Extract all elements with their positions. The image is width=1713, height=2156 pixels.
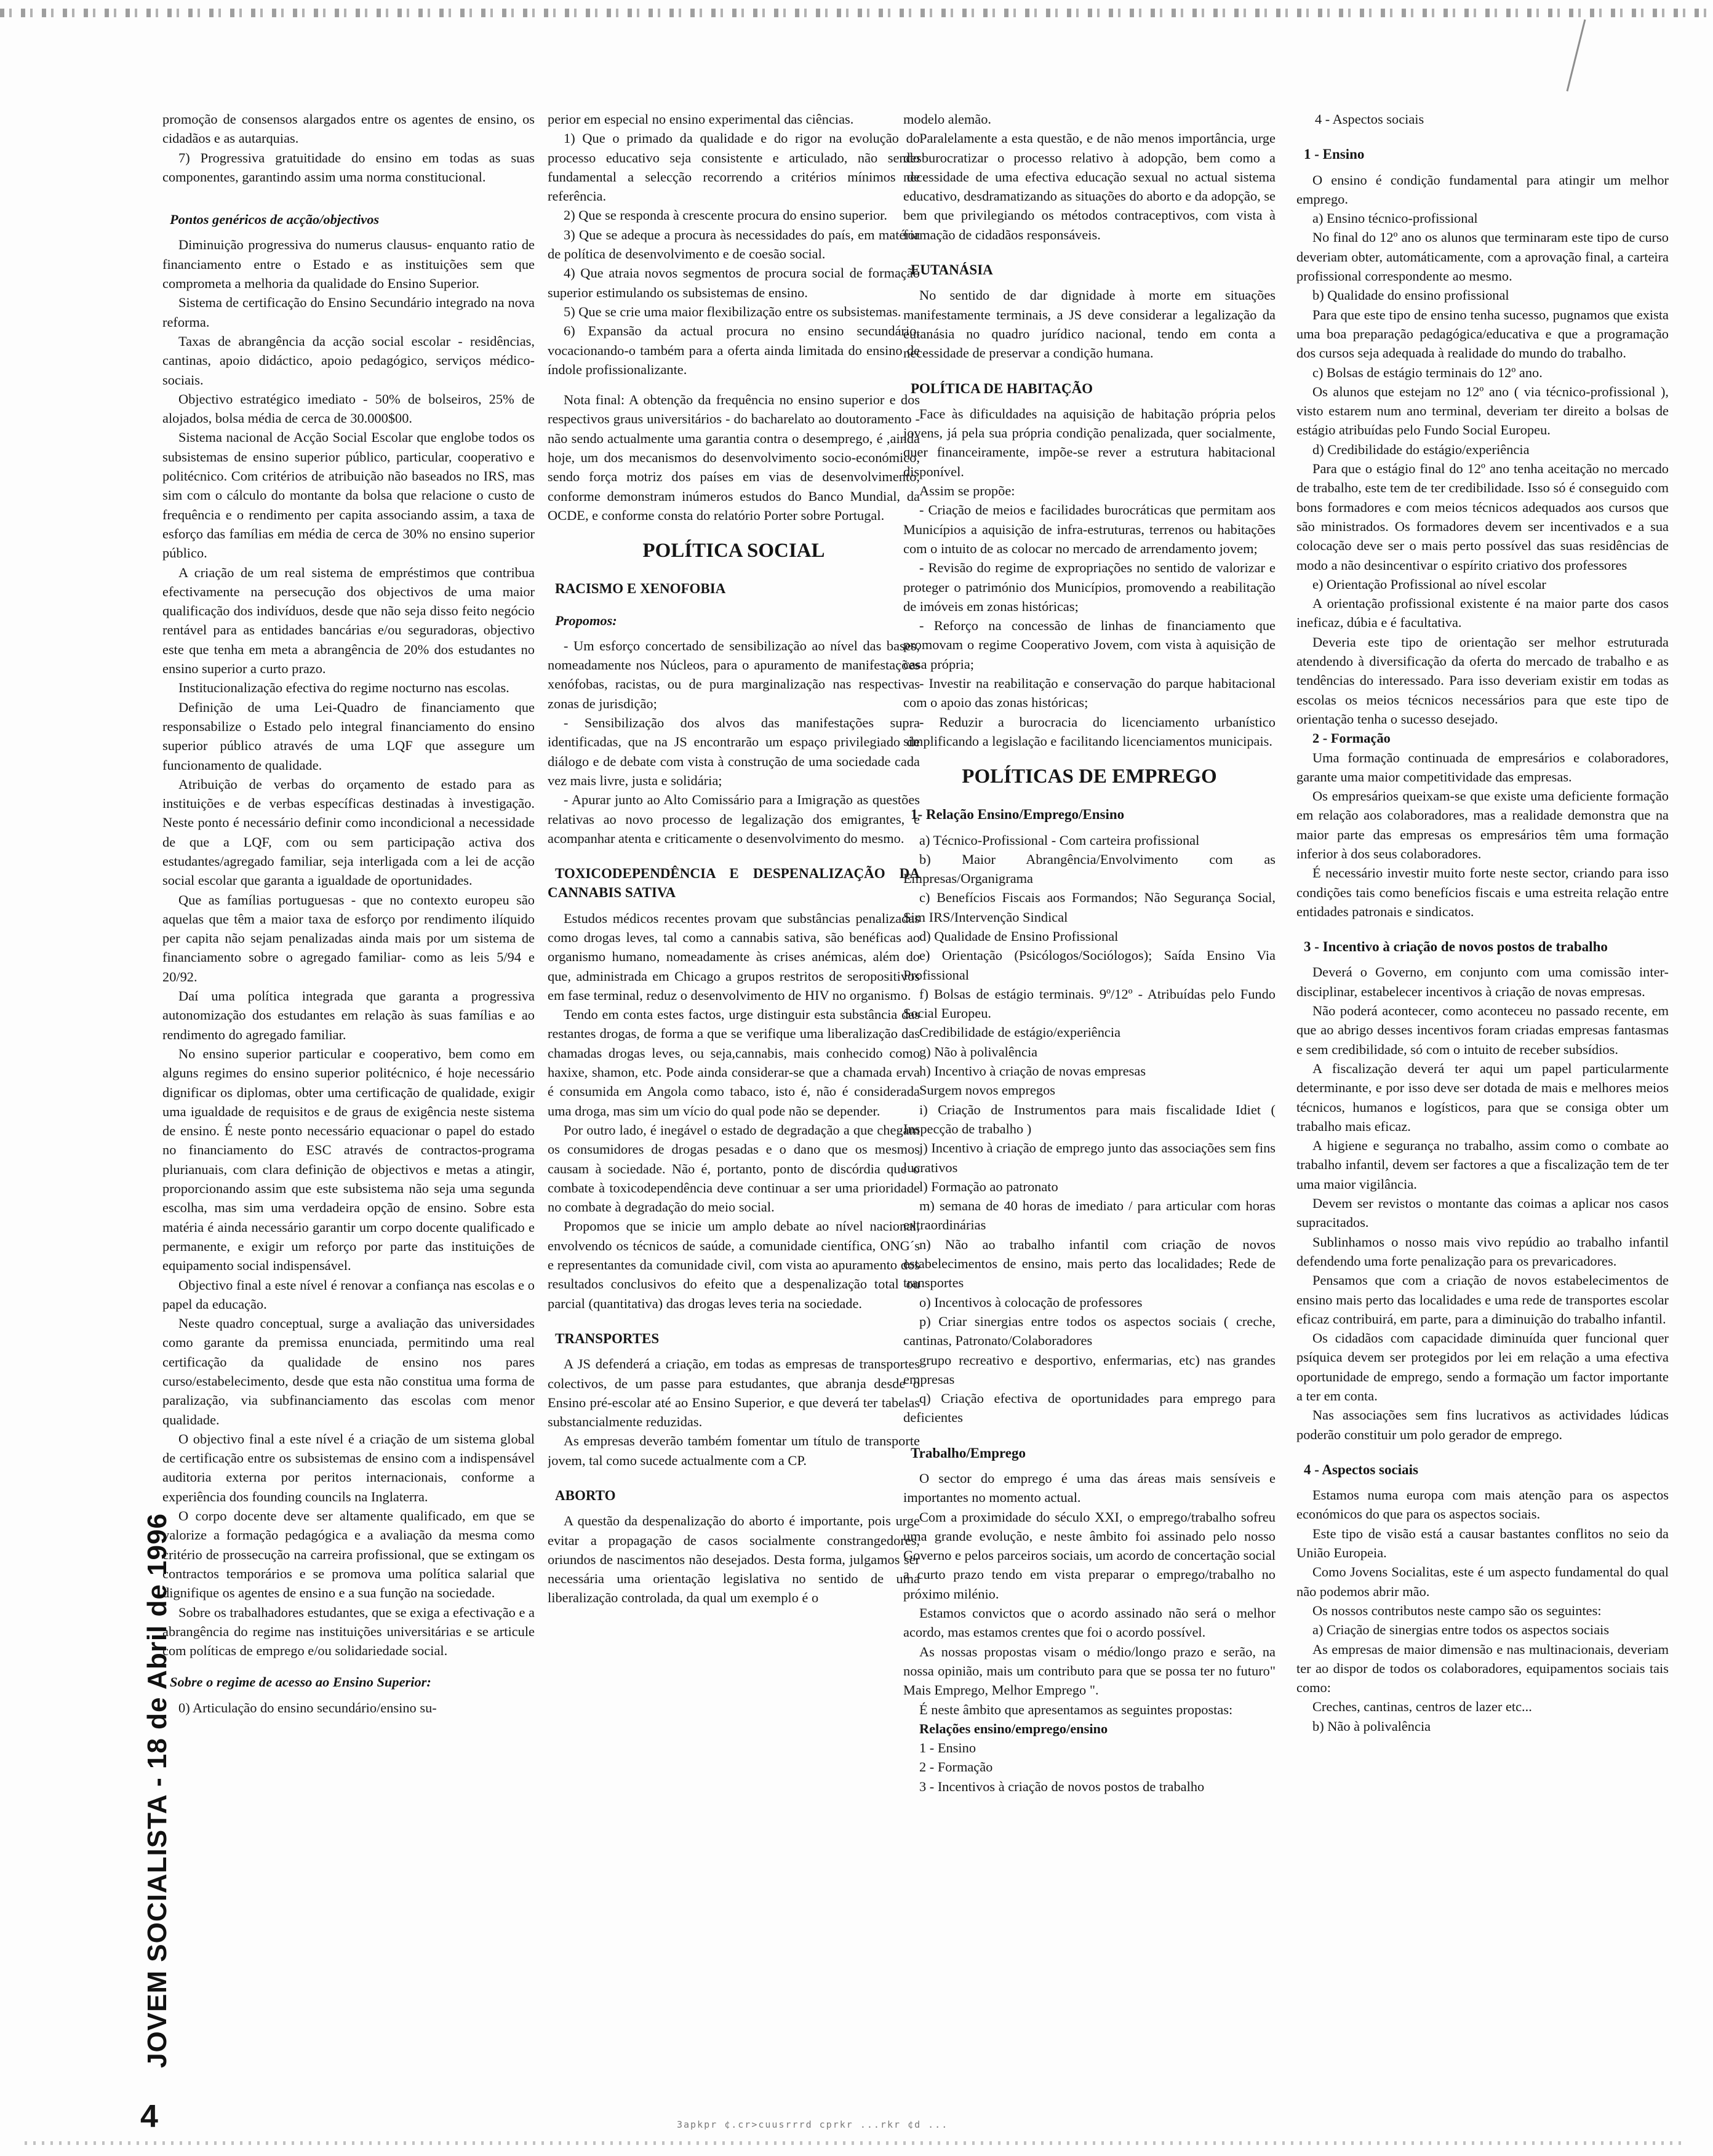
column-3 xyxy=(903,110,1276,2122)
scan-bottom-edge xyxy=(25,2141,1686,2145)
list-item: f) Bolsas de estágio terminais. 9º/12º - Atribuídas pelo Fundo Social Europeu. xyxy=(903,986,1276,1021)
column-4 xyxy=(1296,110,1669,2082)
paragraph: - Sensibilização dos alvos das manifestações supra identificadas, que na JS encontrarão um espaço privilegiado de diálogo e de debate com vista à construção de uma sociedade cada vez mais livre, justa e solidária; xyxy=(548,715,920,788)
section-heading: 2 - Formação xyxy=(1312,730,1391,746)
list-item: 2 - Formação xyxy=(919,1759,993,1775)
paragraph: Os empresários queixam-se que existe uma deficiente formação em relação aos colaboradores, mas a realidade demonstra que na maior parte das empresas os empresários têm uma formação inferior à dos seus colaboradores. xyxy=(1296,788,1669,861)
paragraph: 4) Que atraia novos segmentos de procura social de formação superior estimulando os subsistemas de ensino. xyxy=(548,265,920,300)
section-title: POLÍTICAS DE EMPREGO xyxy=(962,765,1217,788)
section-heading: POLÍTICA DE HABITAÇÃO xyxy=(911,380,1093,396)
paragraph: O ensino é condição fundamental para atingir um melhor emprego. xyxy=(1296,172,1669,207)
paragraph: - Investir na reabilitação e conservação do parque habitacional com o apoio das zonas históricas; xyxy=(903,676,1276,711)
paragraph: Sistema de certificação do Ensino Secundário integrado na nova reforma. xyxy=(162,295,535,330)
paragraph: b) Não à polivalência xyxy=(1312,1718,1431,1734)
paragraph: Os alunos que estejam no 12º ano ( via técnico-profissional ), visto estarem num ano terminal, deveriam ter direito a bolsas de estágio atribuídas pelo Fundo Social Europeu. xyxy=(1296,383,1669,438)
paragraph: Propomos que se inicie um amplo debate ao nível nacional, envolvendo os técnicos de saúde, a comunidade científica, ONG´s e representantes da comunidade civil, com vista ao apuramento dos resultados conclusivos do efeito que a despenalização total ou parcial (quantitativa) das drogas leves teria na sociedade. xyxy=(548,1218,920,1311)
paragraph: 5) Que se crie uma maior flexibilização entre os subsistemas. xyxy=(564,303,901,319)
spacer xyxy=(548,379,920,390)
paragraph: A higiene e segurança no trabalho, assim como o combate ao trabalho infantil, devem ser factores a que a fiscalização tem de ter uma maior vigilância. xyxy=(1296,1138,1669,1192)
list-item: 1 - Ensino xyxy=(919,1740,976,1756)
section-heading: 4 - Aspectos sociais xyxy=(1315,111,1424,127)
paragraph: Institucionalização efectiva do regime nocturno nas escolas. xyxy=(178,680,509,696)
paragraph: Paralelamente a esta questão, e de não menos importância, urge desburocratizar o processo relativo à adopção, bem como a necessidade de uma efectiva educação sexual no actual sistema educativo, desdramatizando as situações do aborto e da adopção, se bem que privilegiando os métodos contraceptivos, com vista à formação de cidadãos responsáveis. xyxy=(903,130,1276,242)
paragraph: A questão da despenalização do aborto é importante, pois urge evitar a propagação de casos socialmente constrangedores, oriundos de nascimentos não desejados. Desta forma, julgamos ser necessária uma orientação legislativa no sentido de uma liberalização controlada, da qual um exemplo é o xyxy=(548,1513,920,1606)
paragraph: - Reduzir a burocracia do licenciamento urbanístico simplificando a legislação e facilitando licenciamentos municipais. xyxy=(903,714,1276,749)
list-item: Surgem novos empregos xyxy=(919,1082,1055,1098)
paragraph: É necessário investir muito forte neste sector, criando para isso condições tais como benefícios fiscais e uma estreita relação entre entidades patronais e sindicatos. xyxy=(1296,865,1669,919)
paragraph: Neste quadro conceptual, surge a avaliação das universidades como garante da premissa enunciada, permitindo uma real certificação da qualidade de ensino nos pares curso/estabelecimento, desde que esta não constitua uma forma de paralização, via subfinanciamento das escolas com menor qualidade. xyxy=(162,1316,535,1427)
list-item: l) Formação ao patronato xyxy=(919,1178,1058,1194)
list-item: i) Criação de Instrumentos para mais fiscalidade Idiet ( Inspecção de trabalho ) xyxy=(903,1101,1276,1136)
paragraph: Assim se propõe: xyxy=(919,483,1015,499)
list-item: p) Criar sinergias entre todos os aspectos sociais ( creche, cantinas, Patronato/Colaboradores xyxy=(903,1313,1276,1349)
column-2 xyxy=(548,110,920,2094)
paragraph: Sublinhamos o nosso mais vivo repúdio ao trabalho infantil defendendo uma forte penalização para os prevaricadores. xyxy=(1296,1234,1669,1269)
section-heading: 3 - Incentivo à criação de novos postos de trabalho xyxy=(1304,939,1608,955)
paragraph: Sobre os trabalhadores estudantes, que se exiga a efectivação e a abrangência do regime nas instituições universitárias e se articule com políticas de emprego e/ou solidariedade social. xyxy=(162,1604,535,1659)
section-heading: TRANSPORTES xyxy=(555,1330,660,1346)
paragraph: Estudos médicos recentes provam que substâncias penalizadas como drogas leves, tal como a cannabis sativa, são benéficas ao organismo humano, nomeadamente às crises anémicas, além do que, administrada em Chicago a grupos restritos de seropositivos em fase terminal, reduz o desenvolvimento de HIV no organismo. xyxy=(548,910,920,1003)
paragraph: d) Credibilidade do estágio/experiência xyxy=(1312,441,1530,457)
paragraph: 7) Progressiva gratuitidade do ensino em todas as suas componentes, garantindo assim uma norma constitucional. xyxy=(162,150,535,185)
section-title: POLÍTICA SOCIAL xyxy=(642,540,825,562)
list-item: q) Criação efectiva de oportunidades para emprego para deficientes xyxy=(903,1391,1276,1426)
paragraph: perior em especial no ensino experimental das ciências. xyxy=(548,111,854,127)
paragraph: Diminuição progressiva do numerus clausus- enquanto ratio de financiamento entre o Estado e as instituições sem que comprometa a melhoria da qualidade do Ensino Superior. xyxy=(162,237,535,292)
list-item: n) Não ao trabalho infantil com criação de novos estabelecimentos de ensino, mais perto das localidades; Rede de transportes xyxy=(903,1236,1276,1291)
paragraph: Por outro lado, é inegável o estado de degradação a que chegam os consumidores de drogas pesadas e o dano que os mesmos causam à sociedade. Não é, portanto, ponto de discórdia que o combate à toxicodependência deve continuar a ser uma prioridade no combate à degradação do meio social. xyxy=(548,1122,920,1215)
section-heading: RACISMO E XENOFOBIA xyxy=(555,581,726,597)
section-heading: 4 - Aspectos sociais xyxy=(1304,1461,1418,1477)
paragraph: c) Bolsas de estágio terminais do 12º ano. xyxy=(1312,364,1543,380)
list-item: b) Maior Abrangência/Envolvimento com as Empresas/Organigrama xyxy=(903,851,1276,887)
paragraph: 1) Que o primado da qualidade e do rigor na evolução do processo educativo seja consistente e articulado, não sendo fundamental a selecção recorrendo a critérios mínimos de referência. xyxy=(548,130,920,204)
paragraph: Para que o estágio final do 12º ano tenha aceitação no mercado de trabalho, este tem de ter credibilidade. Isso só é conseguido com bons formadores e com meios técnicos adequados aos cursos que são ministrados. Os formadores devem ser incentivados e a sua colocação deve ser o mais perto possível das suas residências de modo a não desincentivar o espírito criativo dos professores xyxy=(1296,461,1669,573)
paragraph: O corpo docente deve ser altamente qualificado, em que se valorize a formação pedagógica e a avaliação da mesma como critério de prossecução na carreira profissional, que se extingam os contractos temporários e se promova uma política salarial que dignifique os agentes de ensino e a sua função na sociedade. xyxy=(162,1508,535,1601)
list-item: c) Benefícios Fiscais aos Formandos; Não Segurança Social, Sim IRS/Intervenção Sindical xyxy=(903,890,1276,925)
paragraph: a) Ensino técnico-profissional xyxy=(1312,210,1478,226)
list-item: h) Incentivo à criação de novas empresas xyxy=(919,1063,1146,1079)
paragraph: Para que este tipo de ensino tenha sucesso, pugnamos que exista uma boa preparação pedagógica/educativa e que a programação dos cursos seja adequada à realidade do mundo do trabalho. xyxy=(1296,306,1669,361)
paragraph: As empresas de maior dimensão e nas multinacionais, deveriam ter ao dispor de todos os colaboradores, equipamentos sociais tais como: xyxy=(1296,1641,1669,1696)
paragraph: 6) Expansão da actual procura no ensino secundário, vocacionando-o também para a oferta ainda limitada do ensino de índole profissionalizante. xyxy=(548,323,920,377)
bleed-through-text: 3apkpr ¢.cr>cuusrrrd cprkr ...rkr ¢d ... xyxy=(677,2119,949,2130)
section-heading: TOXICODEPENDÊNCIA E DESPENALIZAÇÃO DA CANNABIS SATIVA xyxy=(548,866,920,901)
paragraph: 3) Que se adeque a procura às necessidades do país, em matéria de política de desenvolvimento e de coesão social. xyxy=(548,226,920,262)
paragraph: Este tipo de visão está a causar bastantes conflitos no seio da União Europeia. xyxy=(1296,1525,1669,1561)
paragraph: As empresas deverão também fomentar um título de transporte jovem, tal como sucede actualmente com a CP. xyxy=(548,1433,920,1468)
section-heading: 1- Relação Ensino/Emprego/Ensino xyxy=(911,807,1125,823)
paragraph: As nossas propostas visam o médio/longo prazo e serão, na nossa opinião, mais um contributo para que se possa ter no futuro" Mais Emprego, Melhor Emprego ". xyxy=(903,1643,1276,1698)
paragraph: - Revisão do regime de expropriações no sentido de valorizar e proteger o património dos Municípios, promovendo a reabilitação de imóveis em zonas históricas; xyxy=(903,560,1276,614)
section-heading: ABORTO xyxy=(555,1488,616,1503)
vertical-masthead xyxy=(139,1458,176,2123)
paragraph: 0) Articulação do ensino secundário/ensino su- xyxy=(178,1699,437,1715)
paragraph: 2) Que se responda à crescente procura do ensino superior. xyxy=(564,207,887,223)
paragraph: Objectivo estratégico imediato - 50% de bolseiros, 25% de alojados, bolsa média de cerca de 30.000$00. xyxy=(162,391,535,426)
paragraph: O sector do emprego é uma das áreas mais sensíveis e importantes no momento actual. xyxy=(903,1471,1276,1506)
list-item: m) semana de 40 horas de imediato / para articular com horas extraordinárias xyxy=(903,1198,1276,1233)
paragraph: Não poderá acontecer, como aconteceu no passado recente, em que ao abrigo desses incentivos foram criadas empresas fantasmas e sem credibilidade, só com o intuito de receber subsídios. xyxy=(1296,1003,1669,1057)
paragraph: Deveria este tipo de orientação ser melhor estruturada atendendo à diversificação da oferta do mercado de trabalho e as tendências do interessado. Para isso deveriam existir em todas as escolas os meios técnicos necessários para que este tipo de orientação tenha o sucesso desejado. xyxy=(1296,634,1669,727)
paragraph: O objectivo final a este nível é a criação de um sistema global de certificação entre os subsistemas de ensino com a indispensável auditoria externa por peritos internacionais, conforme a experiência dos founding councils na Inglaterra. xyxy=(162,1431,535,1504)
paragraph: No ensino superior particular e cooperativo, bem como em alguns regimes do ensino superior politécnico, é hoje necessário dignificar os diplomas, obter uma certificação de qualidade, exigir uma igualdade de requisitos e de graus de exigência neste sistema de ensino. É neste ponto necessário equacionar o papel do estado no financiamento do ESC através de contractos-programa plurianuais, com clara definição de objectivos e metas a atingir, proporcionando assim que este subsistema não seja uma segunda escolha, mas sim uma verdadeira opção de ensino. Sobre esta matéria é ainda necessário garantir um corpo docente qualificado e permanente, e exigir um reforço por parte das instituições de equipamento social indispensável. xyxy=(162,1045,535,1274)
paragraph: Definição de uma Lei-Quadro de financiamento que responsabilize o Estado pelo integral financiamento do ensino superior público através de uma LQF que assegure um funcionamento de qualidade. xyxy=(162,699,535,773)
paragraph: Com a proximidade do século XXI, o emprego/trabalho sofreu uma grande evolução, e neste âmbito foi assinado pelo nosso Governo e pelos parceiros sociais, um acordo de concertação social a curto prazo tendo em vista preparar o emprego/trabalho no próximo milénio. xyxy=(903,1509,1276,1602)
paragraph: A orientação profissional existente é na maior parte dos casos ineficaz, dúbia e é facultativa. xyxy=(1296,596,1669,631)
paragraph: Face às dificuldades na aquisição de habitação própria pelos jovens, já pela sua própria condição penalizada, quer socialmente, quer financeiramente, impõe-se rever a estrutura habitacional disponível. xyxy=(903,405,1276,479)
paragraph: Como Jovens Socialitas, este é um aspecto fundamental do qual não podemos abrir mão. xyxy=(1296,1564,1669,1599)
paragraph: modelo alemão. xyxy=(903,111,992,127)
paragraph: a) Criação de sinergias entre todos os aspectos sociais xyxy=(1312,1622,1610,1638)
paragraph: Daí uma política integrada que garanta a progressiva autonomização dos estudantes em relação às suas famílias e ao rendimento do agregado familiar. xyxy=(162,988,535,1042)
scan-top-edge xyxy=(0,9,1713,17)
section-heading: EUTANÁSIA xyxy=(911,262,993,278)
paragraph: Taxas de abrangência da acção social escolar - residências, cantinas, apoio didáctico, apoio pedagógico, serviços médico-sociais. xyxy=(162,333,535,388)
list-item: Credibilidade de estágio/experiência xyxy=(919,1024,1121,1040)
paragraph: A fiscalização deverá ter aqui um papel particularmente determinante, e por isso deve ser dotada de mais e melhores meios técnicos, humanos e logísticos, para que se consiga obter um trabalho mais eficaz. xyxy=(1296,1060,1669,1134)
paragraph: Deverá o Governo, em conjunto com uma comissão inter-disciplinar, estabelecer incentivos à criação de novas empresas. xyxy=(1296,964,1669,999)
section-heading: Pontos genéricos de acção/objectivos xyxy=(170,212,380,228)
paragraph: A JS defenderá a criação, em todas as empresas de transportes colectivos, de um passe para estudantes, que abranja desde o Ensino pré-escolar até ao Ensino Superior, e que deverá ter tabelas substancialmente reduzidas. xyxy=(548,1356,920,1430)
paragraph: b) Qualidade do ensino profissional xyxy=(1312,287,1509,303)
list-item: d) Qualidade de Ensino Profissional xyxy=(919,928,1119,944)
list-item: e) Orientação (Psicólogos/Sociólogos); Saída Ensino Via Profissional xyxy=(903,948,1276,983)
section-heading: Propomos: xyxy=(555,612,617,628)
masthead-text: JOVEM SOCIALISTA - 18 de Abril de 1996 xyxy=(142,1513,172,2068)
paragraph: - Reforço na concessão de linhas de financiamento que promovam o regime Cooperativo Jovem, com vista à aquisição de casa própria; xyxy=(903,618,1276,672)
scan-mark xyxy=(1567,19,1586,91)
list-item: o) Incentivos à colocação de professores xyxy=(919,1294,1143,1310)
list-item: g) Não à polivalência xyxy=(919,1044,1038,1060)
paragraph: No sentido de dar dignidade à morte em situações manifestamente terminais, a JS deve considerar a legalização da eutanásia no quadro jurídico nacional, tendo em conta a necessidade de preservar a condição humana. xyxy=(903,287,1276,361)
paragraph: Creches, cantinas, centros de lazer etc... xyxy=(1312,1699,1532,1715)
paragraph: Objectivo final a este nível é renovar a confiança nas escolas e o papel da educação. xyxy=(162,1277,535,1312)
section-heading: 1 - Ensino xyxy=(1304,146,1365,162)
paragraph: A criação de um real sistema de empréstimos que contribua efectivamente na persecução dos objectivos de uma maior qualificação dos indivíduos, desde que não seja disso feito negócio rentável para as entidades bancárias e/ou seguradoras, objectivo este que tenha em meta a abrangência de 20% dos estudantes no ensino superior a curto prazo. xyxy=(162,564,535,677)
list-item: 3 - Incentivos à criação de novos postos de trabalho xyxy=(919,1778,1205,1794)
paragraph: Estamos convictos que o acordo assinado não será o melhor acordo, mas estamos crentes que foi o acordo possível. xyxy=(903,1605,1276,1640)
list-item: j) Incentivo à criação de emprego junto das associações sem fins lucrativos xyxy=(903,1140,1276,1175)
paragraph: No final do 12º ano os alunos que terminaram este tipo de curso deveriam obter, automáticamente, com a aprovação final, a carteira profissional correspondente ao mesmo. xyxy=(1296,230,1669,284)
paragraph: Pensamos que com a criação de novos estabelecimentos de ensino mais perto das localidades e uma rede de transportes escolar eficaz contribuirá, em parte, para a diminuição do trabalho infantil. xyxy=(1296,1272,1669,1327)
section-heading: Sobre o regime de acesso ao Ensino Superior: xyxy=(170,1674,431,1690)
paragraph: Atribuição de verbas do orçamento de estado para as instituições e de verbas específicas destinadas à investigação. Neste ponto é necessário definir como incondicional a necessidade de que a LQF, com ou sem participação activa dos estudantes/agregado familiar, seja interligada com a lei de acção social escolar que garanta a igualdade de oportunidades. xyxy=(162,776,535,888)
paragraph: Devem ser revistos o montante das coimas a aplicar nos casos supracitados. xyxy=(1296,1196,1669,1231)
list-item: grupo recreativo e desportivo, enfermarias, etc) nas grandes empresas xyxy=(903,1352,1276,1387)
paragraph: e) Orientação Profissional ao nível escolar xyxy=(1312,576,1546,592)
list-heading: Relações ensino/emprego/ensino xyxy=(919,1720,1108,1736)
paragraph: Que as famílias portuguesas - que no contexto europeu são aquelas que têm a maior taxa de esforço por rendimento ilíquido per capita não sejam penalizadas ainda mais por um sistema de financiamento sobre o agregado familiar- como as leis 5/94 e 20/92. xyxy=(162,892,535,984)
paragraph: Tendo em conta estes factos, urge distinguir esta substância das restantes drogas, de forma a que se verifique uma liberalização das chamadas drogas leves, ou seja,cannabis, mais conhecido como haxixe, shamon, etc. Pode ainda considerar-se que a chamada erva é consumida em Angola como tabaco, isto é, não é considerada uma droga, mas sim um vício do qual pode não se depender. xyxy=(548,1007,920,1119)
paragraph: Nas associações sem fins lucrativos as actividades lúdicas poderão constituir um polo gerador de emprego. xyxy=(1296,1407,1669,1442)
page-number: 4 xyxy=(140,2099,158,2134)
paragraph: promoção de consensos alargados entre os agentes de ensino, os cidadãos e as autarquias. xyxy=(162,111,535,146)
paragraph: Os nossos contributos neste campo são os seguintes: xyxy=(1312,1602,1602,1618)
paragraph: É neste âmbito que apresentamos as seguintes propostas: xyxy=(919,1701,1233,1717)
paragraph: - Um esforço concertado de sensibilização ao nível das bases, nomeadamente nos Núcleos, para o apuramento de manifestações xenófobas, racistas, ou de pura marginalização nas respectivas zonas de jurisdição; xyxy=(548,637,920,711)
paragraph-note: Nota final: A obtenção da frequência no ensino superior e dos respectivos graus universitários - do bacharelato ao doutoramento - não sendo actualmente uma garantia contra o desemprego, é ,ainda hoje, um dos mecanismos do desenvolvimento socio-económico, sendo força motriz dos países em vias de desenvolvimento, conforme demonstram inúmeros estudos do Banco Mundial, da OCDE, e conforme consta do relatório Porter sobre Portugal. xyxy=(548,392,920,523)
paragraph: Sistema nacional de Acção Social Escolar que englobe todos os subsistemas de ensino superior público, particular, cooperativo e politécnico. Com critérios de atribuição não baseados no IRS, mas sim com o cálculo do montante da bolsa que relacione o custo de frequência e o rendimento per capita associando assim, a taxa de esforço das famílias em média de cerca de 30% no ensino superior público. xyxy=(162,429,535,561)
spacer xyxy=(162,186,535,198)
list-item: a) Técnico-Profissional - Com carteira profissional xyxy=(919,832,1200,848)
paragraph: - Apurar junto ao Alto Comissário para a Imigração as questões relativas ao novo processo de legalização dos emigrantes, e acompanhar atenta e criticamente o desenvolvimento do mesmo. xyxy=(548,792,920,846)
section-heading: Trabalho/Emprego xyxy=(911,1445,1026,1461)
paragraph: Estamos numa europa com mais atenção para os aspectos económicos do que para os aspectos sociais. xyxy=(1296,1487,1669,1522)
paragraph: - Criação de meios e facilidades burocráticas que permitam aos Municípios a aquisição de infra-estruturas, terrenos ou habitações com o intuito de as colocar no mercado de arrendamento jovem; xyxy=(903,502,1276,556)
paragraph: Os cidadãos com capacidade diminuída quer funcional quer psíquica devem ser protegidos por lei em relação a uma efectiva oportunidade de emprego, sendo a formação um factor importante a ter em conta. xyxy=(1296,1330,1669,1403)
column-1 xyxy=(162,110,535,2094)
paragraph: Uma formação continuada de empresários e colaboradores, garante uma maior competitividade das empresas. xyxy=(1296,749,1669,785)
